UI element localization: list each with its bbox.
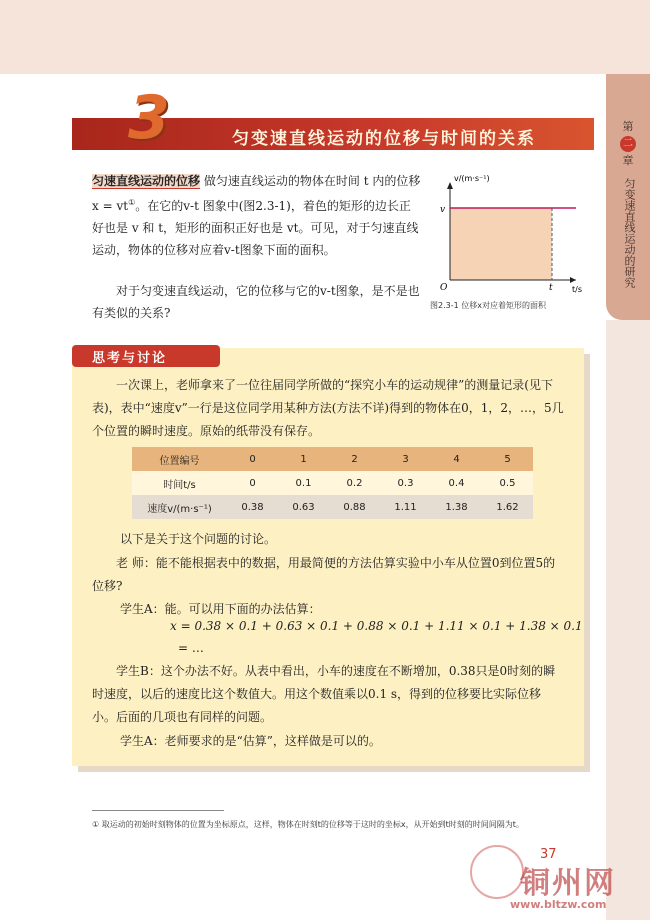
table-cell: 0.1 — [278, 471, 329, 495]
chapter-label: 第 二 章 — [612, 120, 644, 168]
table-cell: 1 — [278, 447, 329, 471]
side-margin — [606, 320, 650, 920]
x-arrow — [570, 277, 576, 283]
y-axis-label: v/(m·s⁻¹) — [454, 174, 490, 183]
discussion-heading: 思考与讨论 — [92, 351, 168, 366]
table-cell: 5 — [482, 447, 533, 471]
intro-paragraph-2: 对于匀变速直线运动，它的位移与它的v-t图象，是不是也有类似的关系? — [92, 284, 420, 320]
student-b-answer: 学生B：这个办法不好。从表中看出，小车的速度在不断增加，0.38只是0时刻的瞬时速度，以后的速度比这个数值大。用这个数值乘以0.1 s，得到的位移要比实际位移小。后面的几项也有同样的问题。 — [92, 664, 556, 724]
table-cell: 2 — [329, 447, 380, 471]
intro-paragraph-1: 匀速直线运动的位移 做匀速直线运动的物体在时间 t 内的位移 x = vt①。在它的v-t 图象中(图2.3-1)，着色的矩形的边长正好也是 v 和 t，矩形的面积正好也是 vt。可见，对于匀速直线运动，物体的位移对应着v-t图象下面的面积。 — [92, 174, 421, 257]
table-row-velocity — [132, 495, 533, 519]
table-cell: 0.88 — [329, 495, 380, 519]
table-cell: 位置编号 — [132, 447, 227, 471]
table-header-row — [132, 447, 533, 471]
keyword-highlight: 匀速直线运动的位移 — [92, 174, 201, 188]
table-cell: 0.3 — [380, 471, 431, 495]
teacher-question: 老 师：能不能根据表中的数据，用最简便的方法估算实验中小车从位置0到位置5的位移? — [92, 556, 556, 593]
student-a-reply: 学生A：老师要求的是“估算”，这样做是可以的。 — [120, 734, 381, 748]
v-label: v — [440, 205, 446, 215]
watermark-url: www.bltzw.com — [510, 898, 607, 911]
footnote-divider — [92, 810, 224, 811]
student-a-answer: 学生A：能。可以用下面的办法估算： — [120, 602, 321, 616]
table-cell: 0.5 — [482, 471, 533, 495]
table-cell: 0 — [227, 471, 278, 495]
footnote-ref: ① — [128, 198, 136, 207]
area-rectangle — [450, 208, 552, 280]
table-cell: 0.2 — [329, 471, 380, 495]
table-cell: 4 — [431, 447, 482, 471]
footnote: ① 取运动的初始时刻物体的位置为坐标原点，这样，物体在时刻t的位移等于这时的坐标x，从开始到t时刻的时间间隔为t。 — [92, 820, 524, 829]
table-cell: 0 — [227, 447, 278, 471]
table-cell: 1.38 — [431, 495, 482, 519]
table-cell: 时间t/s — [132, 471, 227, 495]
table-cell: 1.62 — [482, 495, 533, 519]
section-number: 3 — [128, 83, 170, 153]
measurement-table — [132, 447, 533, 519]
discussion-paragraph-1: 一次课上，老师拿来了一位往届同学所做的“探究小车的运动规律”的测量记录(见下表)，表中“速度v”一行是这位同学用某种方法(方法不详)得到的物体在0，1，2，…，5几个位置的瞬时速度。原始的纸带没有保存。 — [92, 378, 564, 438]
watermark-text: 铜州网 — [520, 866, 616, 901]
page-number: 37 — [540, 847, 557, 862]
table-cell: 0.4 — [431, 471, 482, 495]
y-arrow — [447, 182, 453, 189]
x-axis-label: t/s — [572, 285, 582, 294]
origin-label: O — [440, 283, 448, 293]
table-cell: 速度v/(m·s⁻¹) — [132, 495, 227, 519]
table-cell: 1.11 — [380, 495, 431, 519]
chapter-title: 匀变速直线运动的研究 — [623, 178, 636, 288]
table-cell: 3 — [380, 447, 431, 471]
chapter-number-badge: 二 — [620, 136, 636, 152]
table-cell: 0.38 — [227, 495, 278, 519]
t-label: t — [549, 283, 553, 293]
vt-figure — [426, 168, 602, 318]
estimation-formula: x = 0.38 × 0.1 + 0.63 × 0.1 + 0.88 × 0.1 + 1.11 × 0.1 + 1.38 × 0.1 = … — [170, 619, 583, 655]
watermark-seal — [470, 845, 524, 899]
table-cell: 0.63 — [278, 495, 329, 519]
discussion-paragraph-2: 以下是关于这个问题的讨论。 — [120, 532, 277, 546]
section-title: 匀变速直线运动的位移与时间的关系 — [232, 129, 536, 149]
figure-caption: 图2.3-1 位移x对应着矩形的面积 — [430, 301, 546, 310]
table-row-time — [132, 471, 533, 495]
header-band — [0, 0, 650, 74]
